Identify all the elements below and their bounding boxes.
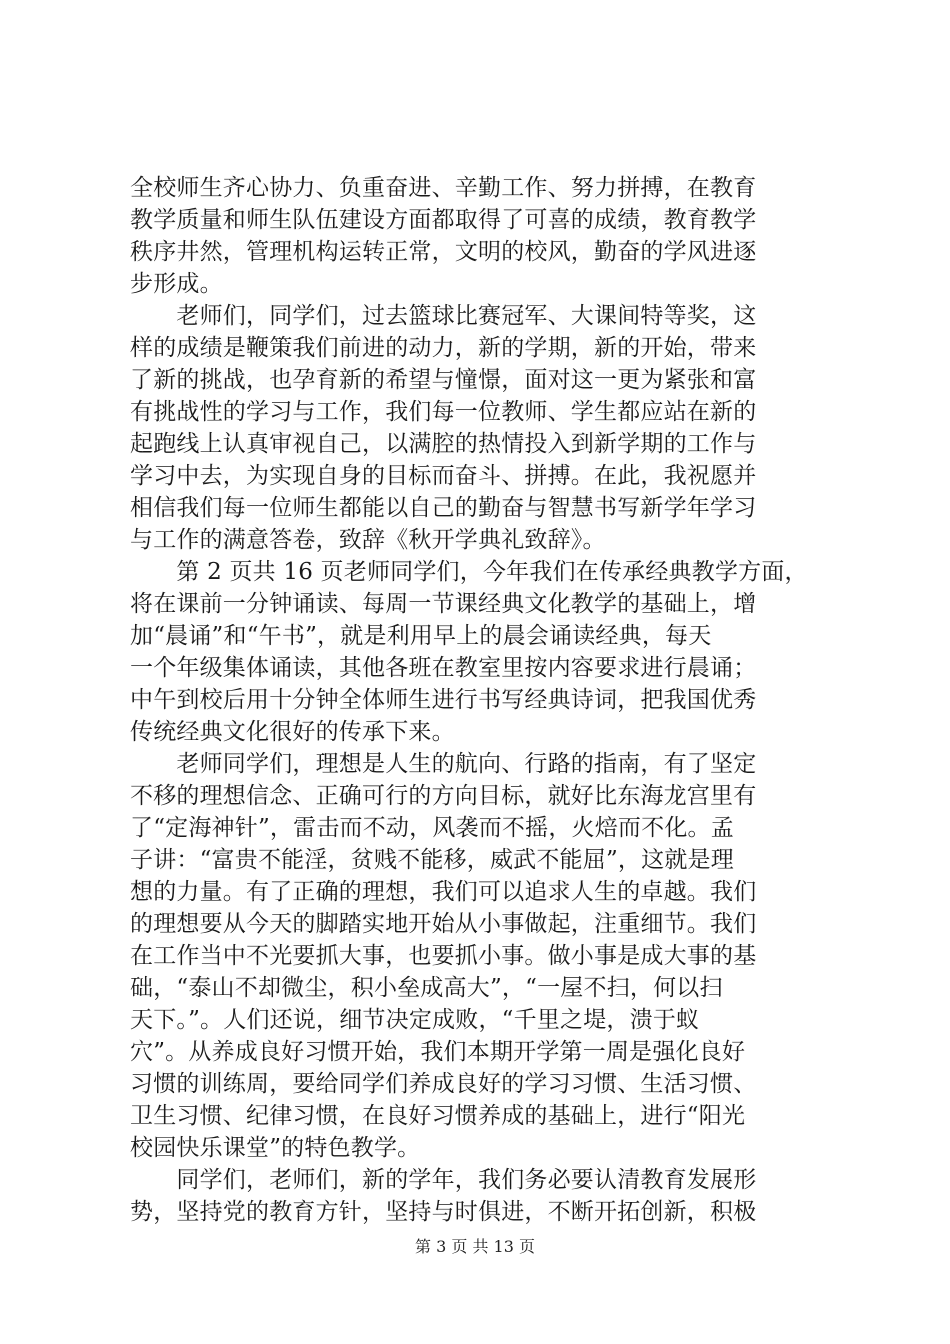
text-line: 老师们，同学们，过去篮球比赛冠军、大课间特等奖，这 [130, 303, 757, 329]
text-line: 学习中去，为实现自身的目标而奋斗、拼搏。在此，我祝愿并 [130, 463, 757, 489]
text-line: 样的成绩是鞭策我们前进的动力，新的学期，新的开始，带来 [130, 335, 757, 361]
text-line: 教学质量和师生队伍建设方面都取得了可喜的成绩，教育教学 [130, 207, 757, 233]
text-line: 中午到校后用十分钟全体师生进行书写经典诗词，把我国优秀 [130, 687, 757, 713]
page-number-footer: 第 3 页 共 13 页 [415, 1237, 535, 1256]
text-line: 不移的理想信念、正确可行的方向目标，就好比东海龙宫里有 [130, 783, 757, 809]
text-line: 的理想要从今天的脚踏实地开始从小事做起，注重细节。我们 [130, 911, 757, 937]
text-line: 穴”。从养成良好习惯开始，我们本期开学第一周是强化良好 [130, 1039, 746, 1065]
text-line: 全校师生齐心协力、负重奋进、辛勤工作、努力拼搏，在教育 [130, 175, 757, 201]
text-line: 第 2 页共 16 页老师同学们，今年我们在传承经典教学方面， [130, 559, 808, 585]
text-line: 了新的挑战，也孕育新的希望与憧憬，面对这一更为紧张和富 [130, 367, 757, 393]
text-line: 天下。”。人们还说，细节决定成败，“千里之堤，溃于蚁 [130, 1007, 700, 1033]
text-line: 与工作的满意答卷，致辞《秋开学典礼致辞》。 [130, 527, 606, 553]
text-line: 础，“泰山不却微尘，积小垒成高大”，“一屋不扫，何以扫 [130, 975, 723, 1001]
text-line: 传统经典文化很好的传承下来。 [130, 719, 455, 745]
text-line: 在工作当中不光要抓大事，也要抓小事。做小事是成大事的基 [130, 943, 757, 969]
text-line: 了“定海神针”，雷击而不动，风袭而不摇，火焙而不化。孟 [130, 815, 734, 841]
text-line: 校园快乐课堂”的特色教学。 [130, 1135, 421, 1161]
text-line: 秩序井然，管理机构运转正常，文明的校风，勤奋的学风进逐 [130, 239, 757, 265]
text-line: 势，坚持党的教育方针，坚持与时俱进，不断开拓创新，积极 [130, 1199, 757, 1225]
text-line: 起跑线上认真审视自己，以满腔的热情投入到新学期的工作与 [130, 431, 757, 457]
text-line: 步形成。 [130, 271, 223, 297]
text-line: 同学们，老师们，新的学年，我们务必要认清教育发展形 [130, 1167, 757, 1193]
text-line: 习惯的训练周，要给同学们养成良好的学习习惯、生活习惯、 [130, 1071, 757, 1097]
text-line: 想的力量。有了正确的理想，我们可以追求人生的卓越。我们 [130, 879, 757, 905]
text-line: 将在课前一分钟诵读、每周一节课经典文化教学的基础上，增 [130, 591, 757, 617]
text-line: 加“晨诵”和“午书”，就是利用早上的晨会诵读经典，每天 [130, 623, 712, 649]
text-line: 相信我们每一位师生都能以自己的勤奋与智慧书写新学年学习 [130, 495, 757, 521]
text-line: 一个年级集体诵读，其他各班在教室里按内容要求进行晨诵； [130, 655, 757, 681]
text-line: 卫生习惯、纪律习惯，在良好习惯养成的基础上，进行“阳光 [130, 1103, 746, 1129]
text-line: 子讲：“富贵不能淫，贫贱不能移，威武不能屈”，这就是理 [130, 847, 734, 873]
text-line: 老师同学们，理想是人生的航向、行路的指南，有了坚定 [130, 751, 757, 777]
text-line: 有挑战性的学习与工作，我们每一位教师、学生都应站在新的 [130, 399, 757, 425]
